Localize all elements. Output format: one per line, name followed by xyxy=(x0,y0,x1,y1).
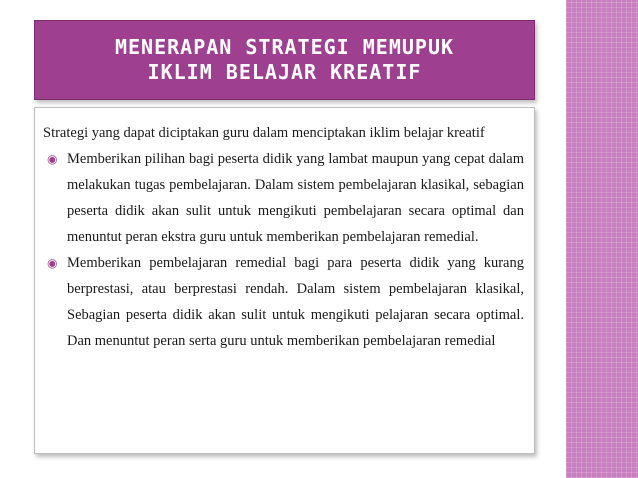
bullet-text: Memberikan pilihan bagi peserta didik yang lambat maupun yang cepat dalam melakukan tugas pembelajaran. Dalam sistem pembelajaran klasikal, sebagian peserta didik akan sulit untuk mengikuti pembelajaran secara optimal dan menuntut peran ekstra guru untuk memberikan pembelajaran remedial. xyxy=(67,151,524,245)
title-banner xyxy=(34,20,535,100)
target-bullet-icon: ◉ xyxy=(47,152,58,166)
slide-title xyxy=(115,35,454,85)
bullet-item xyxy=(43,250,524,354)
bullet-item xyxy=(43,146,524,250)
content-box xyxy=(34,107,535,454)
title-line-1: MENERAPAN STRATEGI MEMUPUK xyxy=(114,35,455,59)
title-line-2: IKLIM BELAJAR KREATIF xyxy=(147,60,422,84)
bullet-text: Memberikan pembelajaran remedial bagi para peserta didik yang kurang berprestasi, atau berprestasi rendah. Dalam sistem pembelajaran klasikal, Sebagian peserta didik akan sulit untuk mengikuti pelajaran secara optimal. Dan menuntut peran serta guru untuk memberikan pembelajaran remedial xyxy=(67,255,524,349)
intro-text: Strategi yang dapat diciptakan guru dalam menciptakan iklim belajar kreatif xyxy=(43,125,485,141)
target-bullet-icon: ◉ xyxy=(47,256,58,270)
decorative-side-stripe xyxy=(566,0,638,478)
bullet-list xyxy=(43,146,524,354)
